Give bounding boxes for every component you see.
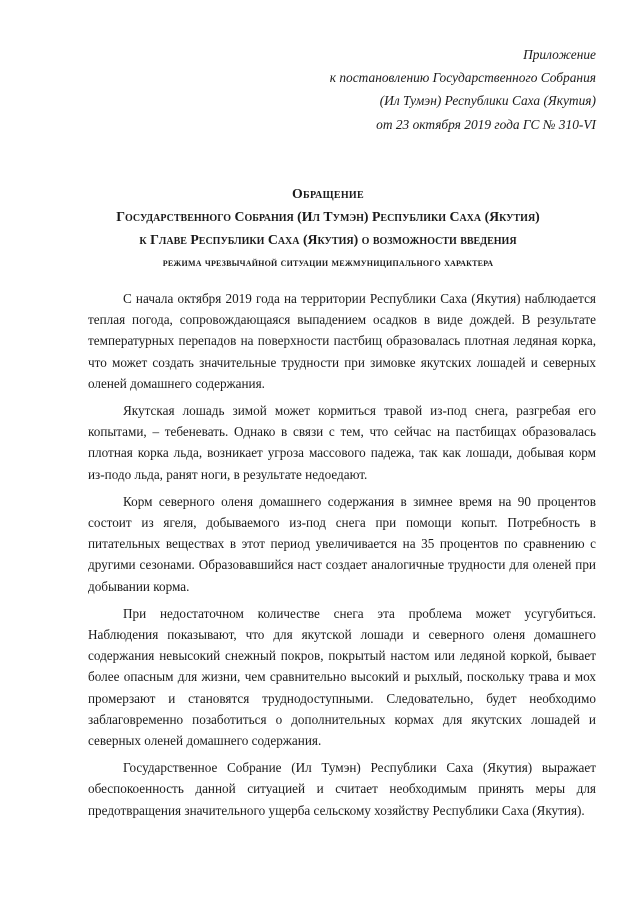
- paragraph-weather: С начала октября 2019 года на территории Республики Саха (Якутия) наблюдается теплая погода, сопровождающаяся выпадением осадков в виде дождей. В результате температурных перепадов на поверхности пастбищ образовалась плотная ледяная корка, что может создать значительные трудности при зимовке якутских лошадей и северных оленей домашнего содержания.: [88, 291, 596, 391]
- paragraph-snow-cover: При недостаточном количестве снега эта проблема может усугубиться. Наблюдения показывают, что для якутской лошади и северного оленя домашнего содержания невысокий снежный покров, покрытый настом или ледяной коркой, бывает более опасным для жизни, чем сравнительно высокий и рыхлый, поскольку трава и мох промерзают и становятся труднодоступными. Следовательно, будет необходимо заблаговременно позаботиться о дополнительных кормах для якутских лошадей и северных оленей домашнего содержания.: [88, 605, 596, 749]
- paragraph-concern: Государственное Собрание (Ил Тумэн) Республики Саха (Якутия) выражает обеспокоенность данной ситуацией и считает необходимым принять меры для предотвращения значительного ущерба сельскому хозяйству Республики Саха (Якутия).: [88, 760, 596, 818]
- paragraph-yakut-horse: Якутская лошадь зимой может кормиться травой из-под снега, разгребая его копытами, – тебеневать. Однако в связи с тем, что сейчас на пастбищах образовалась плотная корка льда, возникает угроза массового падежа, так как лошади, добывая корм из-подо льда, ранят ноги, в результате недоедают.: [88, 403, 596, 482]
- appendix-header: [236, 43, 596, 136]
- title-line-subject: режима чрезвычайной ситуации межмуниципального характера: [162, 255, 494, 269]
- title-line-assembly: Государственного Собрания (Ил Тумэн) Республики Саха (Якутия): [116, 209, 540, 224]
- appendix-resolution-ref: к постановлению Государственного Собрания: [329, 70, 596, 86]
- appendix-label: Приложение: [523, 47, 596, 62]
- title-line-appeal: Обращение: [292, 186, 364, 201]
- document-body: [88, 288, 596, 827]
- appendix-date-number: от 23 октября 2019 года ГС № 310-VI: [376, 116, 596, 132]
- paragraph-reindeer: Корм северного оленя домашнего содержания в зимнее время на 90 процентов состоит из ягеля, добываемого из-под снега при помощи копыт. Потребность в питательных веществах в этот период увеличивается на 35 процентов по сравнению с другими сезонами. Образовавшийся наст создает аналогичные трудности для оленей при добывании корма.: [88, 493, 596, 594]
- document-title: [60, 182, 596, 274]
- appendix-assembly-name: (Ил Тумэн) Республики Саха (Якутия): [379, 93, 596, 109]
- title-line-addressee: к Главе Республики Саха (Якутия) о возможности введения: [139, 232, 517, 247]
